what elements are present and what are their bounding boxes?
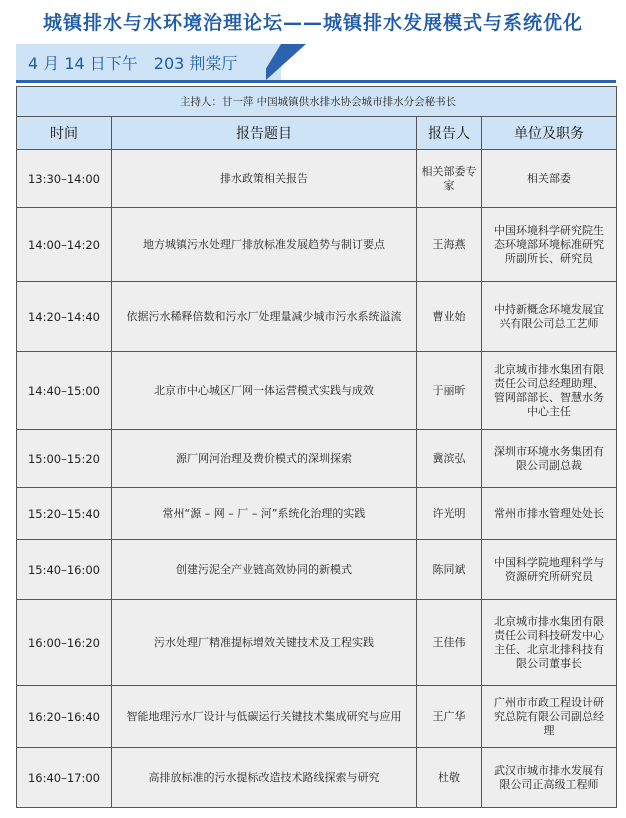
time-cell: 15:00–15:20: [17, 430, 112, 488]
table-row: [17, 748, 617, 808]
time-cell: 16:20–16:40: [17, 686, 112, 748]
speaker-cell: 陈同斌: [417, 540, 482, 600]
org-cell: 中国科学院地理科学与资源研究所研究员: [482, 540, 617, 600]
org-cell: 北京城市排水集团有限责任公司总经理助理、管网部部长、智慧水务中心主任: [482, 352, 617, 430]
speaker-cell: 王海燕: [417, 208, 482, 282]
speaker-cell: 王佳伟: [417, 600, 482, 686]
org-cell: 常州市排水管理处处长: [482, 488, 617, 540]
topic-cell: 依据污水稀释倍数和污水厂处理量减少城市污水系统溢流: [112, 282, 417, 352]
table-row: [17, 282, 617, 352]
topic-cell: 北京市中心城区厂网一体运营模式实践与成效: [112, 352, 417, 430]
topic-cell: 高排放标准的污水提标改造技术路线探索与研究: [112, 748, 417, 808]
page-title: 城镇排水与水环境治理论坛——城镇排水发展模式与系统优化: [42, 12, 583, 34]
topic-cell: 地方城镇污水处理厂排放标准发展趋势与制订要点: [112, 208, 417, 282]
time-cell: 15:20–15:40: [17, 488, 112, 540]
header-topic: 报告题目: [112, 117, 417, 150]
host-row: [17, 87, 617, 117]
table-row: [17, 208, 617, 282]
time-cell: 16:40–17:00: [17, 748, 112, 808]
table-row: [17, 150, 617, 208]
org-cell: 中国环境科学研究院生态环境部环境标准研究所副所长、研究员: [482, 208, 617, 282]
speaker-cell: 曹业始: [417, 282, 482, 352]
speaker-cell: 许光明: [417, 488, 482, 540]
table-row: [17, 540, 617, 600]
time-cell: 13:30–14:00: [17, 150, 112, 208]
session-banner: 4 月 14 日下午 203 荆棠厅: [16, 44, 281, 80]
speaker-cell: 冀滨弘: [417, 430, 482, 488]
table-row: [17, 352, 617, 430]
table-row: [17, 488, 617, 540]
time-cell: 16:00–16:20: [17, 600, 112, 686]
time-cell: 14:20–14:40: [17, 282, 112, 352]
table-row: [17, 600, 617, 686]
topic-cell: 常州“源 – 网 – 厂 – 河”系统化治理的实践: [112, 488, 417, 540]
agenda-table: [16, 86, 617, 808]
table-row: [17, 686, 617, 748]
topic-cell: 排水政策相关报告: [112, 150, 417, 208]
header-row: [17, 117, 617, 150]
org-cell: 相关部委: [482, 150, 617, 208]
table-row: [17, 430, 617, 488]
header-time: 时间: [17, 117, 112, 150]
time-cell: 15:40–16:00: [17, 540, 112, 600]
time-cell: 14:40–15:00: [17, 352, 112, 430]
time-cell: 14:00–14:20: [17, 208, 112, 282]
header-org: 单位及职务: [482, 117, 617, 150]
org-cell: 广州市市政工程设计研究总院有限公司副总经理: [482, 686, 617, 748]
topic-cell: 智能地理污水厂设计与低碳运行关键技术集成研究与应用: [112, 686, 417, 748]
topic-cell: 污水处理厂精准提标增效关键技术及工程实践: [112, 600, 417, 686]
banner-accent-shape-light: [259, 44, 281, 80]
org-cell: 北京城市排水集团有限责任公司科技研发中心主任、北京北排科技有限公司董事长: [482, 600, 617, 686]
speaker-cell: 于丽昕: [417, 352, 482, 430]
org-cell: 深圳市环境水务集团有限公司副总裁: [482, 430, 617, 488]
topic-cell: 源厂网河治理及费价模式的深圳探索: [112, 430, 417, 488]
host-cell: 主持人：甘一萍 中国城镇供水排水协会城市排水分会秘书长: [17, 87, 617, 117]
header-speaker: 报告人: [417, 117, 482, 150]
org-cell: 中持新概念环境发展宜兴有限公司总工艺师: [482, 282, 617, 352]
speaker-cell: 杜敬: [417, 748, 482, 808]
speaker-cell: 王广华: [417, 686, 482, 748]
banner-rule: [16, 80, 616, 83]
org-cell: 武汉市城市排水发展有限公司正高级工程师: [482, 748, 617, 808]
speaker-cell: 相关部委专家: [417, 150, 482, 208]
topic-cell: 创建污泥全产业链高效协同的新模式: [112, 540, 417, 600]
